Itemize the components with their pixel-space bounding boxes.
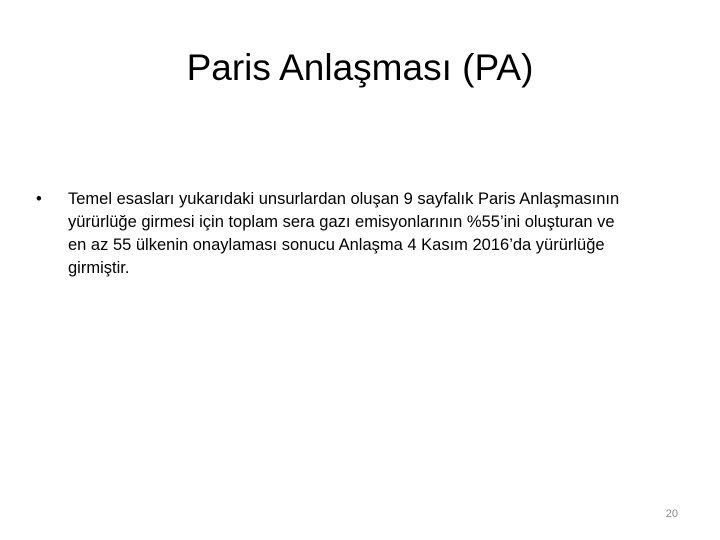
bullet-item (36, 188, 686, 280)
slide-title: Paris Anlaşması (PA) (186, 47, 534, 88)
bullet-icon: • (36, 190, 42, 208)
bullet-text-line: girmiştir. (68, 259, 130, 277)
bullet-list (36, 188, 686, 280)
page-number: 20 (665, 508, 678, 520)
bullet-text-line: en az 55 ülkenin onaylaması sonucu Anlaşma 4 Kasım 2016’da yürürlüğe (68, 236, 605, 254)
bullet-text-line: Temel esasları yukarıdaki unsurlardan oluşan 9 sayfalık Paris Anlaşmasının (68, 190, 620, 208)
bullet-text-line: yürürlüğe girmesi için toplam sera gazı emisyonlarının %55’ini oluşturan ve (68, 213, 615, 231)
